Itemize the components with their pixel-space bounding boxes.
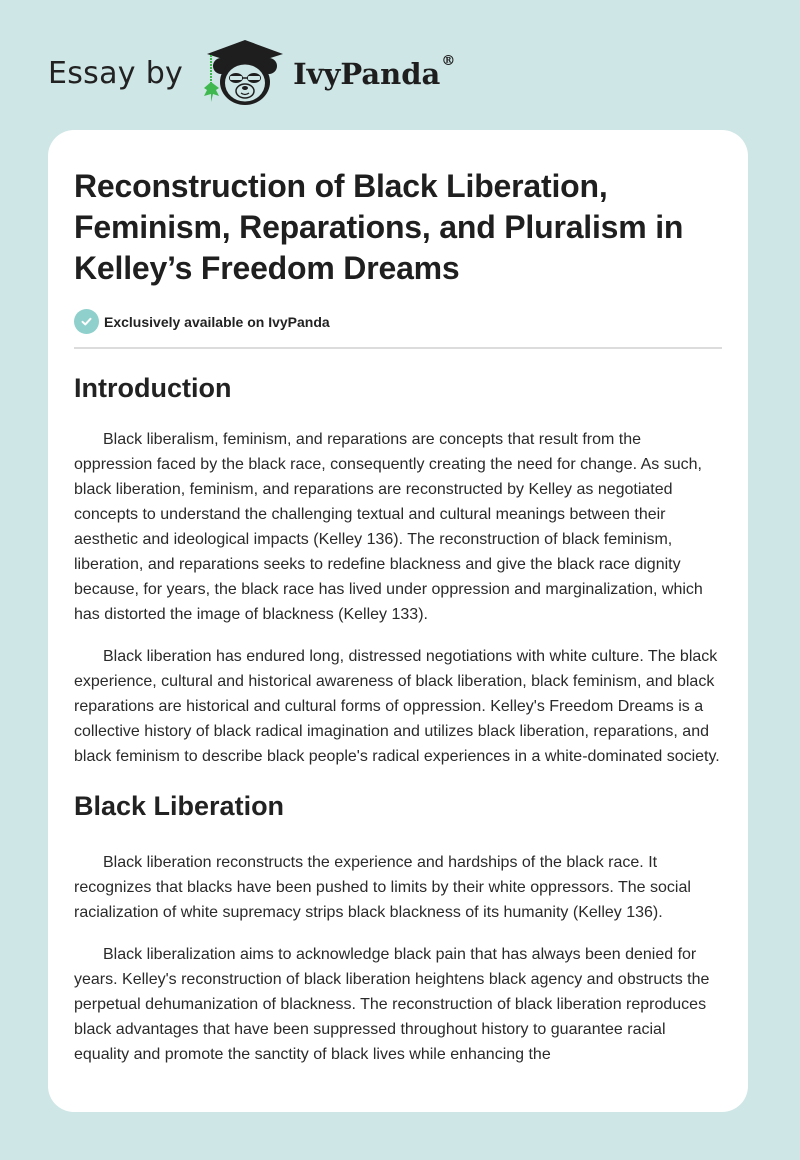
title-divider <box>74 347 722 349</box>
paragraph: Black liberalism, feminism, and reparations are concepts that result from the oppression faced by the black race, consequently creating the need for change. As such, black liberation, feminism, and reparations are reconstructed by Kelley as negotiated concepts to understand the challenging textual and cultural meanings between their aesthetic and ideological impacts (Kelley 136). The reconstruction of black feminism, liberation, and reparations seeks to redefine blackness and give the black race dignity because, for years, the black race has lived under oppression and marginalization, which has distorted the image of blackness (Kelley 133). <box>74 431 703 623</box>
brand-name-text: IvyPanda <box>293 57 441 91</box>
registered-mark: ® <box>441 53 456 69</box>
exclusive-badge <box>74 309 722 334</box>
paragraph: Black liberation has endured long, distressed negotiations with white culture. The black experience, cultural and historical awareness of black liberation, black feminism, and black reparations are historical and cultural forms of oppression. Kelley's Freedom Dreams is a collective history of black radical imagination and utilizes black liberation, reparations, and black feminism to describe black people's radical experiences in a white-dominated society. <box>74 648 720 765</box>
check-circle-icon <box>74 309 99 334</box>
essay-by-label: Essay by <box>48 55 184 91</box>
essay-title: Reconstruction of Black Liberation, Feminism, Reparations, and Pluralism in Kelley’s Freedom Dreams <box>74 168 684 286</box>
site-header-brand[interactable] <box>48 36 455 108</box>
exclusive-label: Exclusively available on IvyPanda <box>104 313 330 330</box>
essay-card <box>48 130 748 1112</box>
paragraph: Black liberalization aims to acknowledge black pain that has always been denied for years. Kelley's reconstruction of black liberation heightens black agency and obstructs the perpetual dehumanization of blackness. The reconstruction of black liberation reproduces black advantages that have been suppressed throughout history to guarantee racial equality and promote the sanctity of black lives while enhancing the <box>74 946 710 1063</box>
section-heading-black-liberation: Black Liberation <box>74 791 285 821</box>
section-heading-introduction: Introduction <box>74 373 232 403</box>
brand-name <box>293 53 456 91</box>
panda-graduate-logo-icon <box>199 36 287 108</box>
paragraph: Black liberation reconstructs the experience and hardships of the black race. It recognizes that blacks have been pushed to limits by their white oppressors. The social racialization of white supremacy strips black blackness of its humanity (Kelley 136). <box>74 854 691 921</box>
